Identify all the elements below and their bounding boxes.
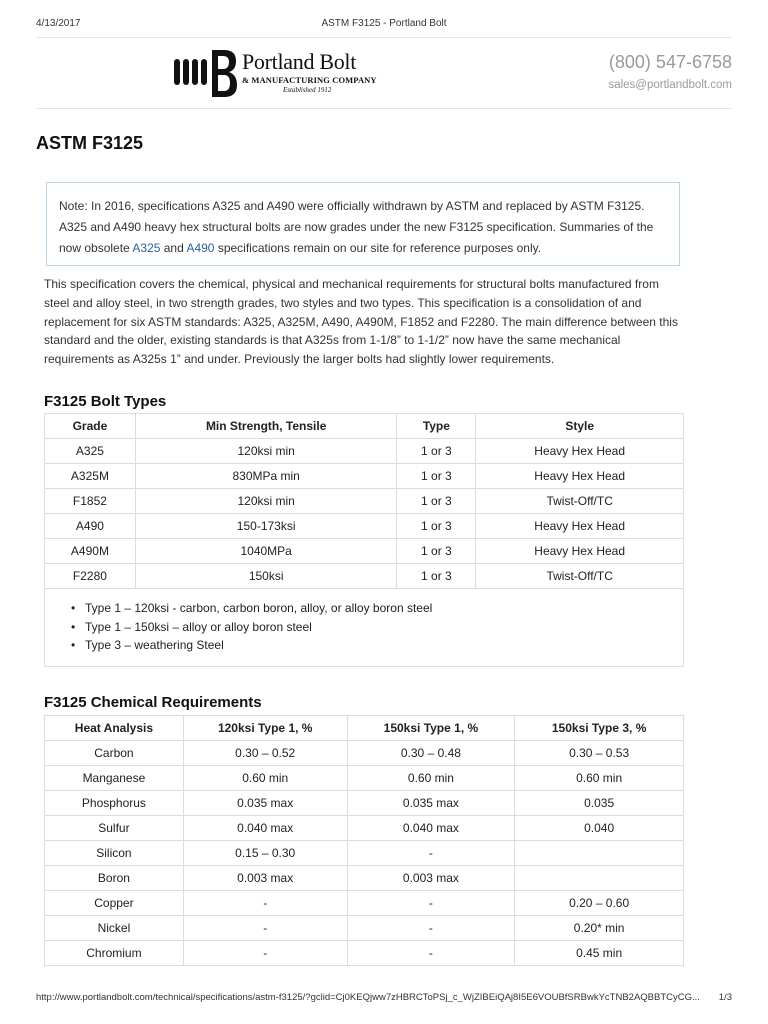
withdrawal-note (46, 182, 680, 266)
table-row (45, 891, 684, 916)
intro-paragraph: This specification covers the chemical, physical and mechanical requirements for structural bolts manufactured from steel and alloy steel, in two strength grades, two styles and two types. This specification is a consolidation of and replacement for six ASTM standards: A325, A325M, A490, A490M, F1852 and F2280. The main difference between this standard and the older, existing standards is that A325s from 1-1/8” to 1-1/2” now have the same mechanical requirements as A325s 1” and under. Previously the larger bolts had slightly lower requirements. (44, 277, 678, 367)
logo-subtitle: & MANUFACTURING COMPANY (242, 75, 377, 85)
table-cell: - (347, 841, 515, 866)
table-cell: 120ksi min (135, 489, 397, 514)
note-text-2: specifications remain on our site for reference purposes only. (214, 241, 542, 255)
table-cell: Phosphorus (45, 791, 184, 816)
table-cell: 0.003 max (347, 866, 515, 891)
print-footer (36, 992, 732, 1006)
note-text-1: Note: In 2016, specifications A325 and A490 were officially withdrawn by ASTM and replaced by ASTM F3125. A325 and A490 heavy hex structural bolts are now grades under the new F3125 specification. Summaries of the now obsolete (59, 199, 654, 255)
chemical-table (44, 715, 684, 966)
table-cell: - (183, 891, 347, 916)
table-row (45, 564, 684, 589)
table-header-row (45, 414, 684, 439)
table-cell (515, 866, 684, 891)
bolt-types-heading: F3125 Bolt Types (44, 393, 167, 410)
table-cell: Boron (45, 866, 184, 891)
table-cell: 1 or 3 (397, 489, 476, 514)
table-cell: 0.60 min (183, 766, 347, 791)
table-row (45, 539, 684, 564)
table-cell (515, 841, 684, 866)
column-header: Heat Analysis (45, 716, 184, 741)
table-cell: 1040MPa (135, 539, 397, 564)
table-cell: Heavy Hex Head (476, 514, 684, 539)
table-cell: - (347, 916, 515, 941)
table-cell: 0.60 min (515, 766, 684, 791)
table-cell: - (183, 916, 347, 941)
table-cell: 1 or 3 (397, 539, 476, 564)
table-cell: A325M (45, 464, 136, 489)
page-title: ASTM F3125 (36, 133, 144, 153)
type-notes-cell (45, 589, 684, 667)
column-header: 150ksi Type 3, % (515, 716, 684, 741)
table-cell: Chromium (45, 941, 184, 966)
table-row (45, 791, 684, 816)
table-cell: Sulfur (45, 816, 184, 841)
table-cell: 0.60 min (347, 766, 515, 791)
a490-link[interactable]: A490 (186, 241, 215, 255)
table-cell: 0.30 – 0.48 (347, 741, 515, 766)
table-cell: 0.30 – 0.53 (515, 741, 684, 766)
table-cell: 830MPa min (135, 464, 397, 489)
table-cell: Heavy Hex Head (476, 539, 684, 564)
table-cell: 1 or 3 (397, 439, 476, 464)
table-notes-row (45, 589, 684, 667)
column-header: Type (397, 414, 476, 439)
logo-name: Portland Bolt (242, 49, 357, 74)
table-cell: 0.003 max (183, 866, 347, 891)
table-cell: 0.20 – 0.60 (515, 891, 684, 916)
table-cell: 0.040 max (347, 816, 515, 841)
print-date: 4/13/2017 (36, 18, 81, 29)
table-cell: Carbon (45, 741, 184, 766)
table-header-row (45, 716, 684, 741)
table-cell: A325 (45, 439, 136, 464)
type-notes-list (71, 599, 683, 655)
table-cell: 1 or 3 (397, 514, 476, 539)
table-cell: 0.035 (515, 791, 684, 816)
list-item: • Type 1 – 120ksi - carbon, carbon boron, alloy, or alloy boron steel (71, 599, 683, 618)
column-header: Style (476, 414, 684, 439)
table-row (45, 866, 684, 891)
note-text-and: and (160, 241, 187, 255)
table-row (45, 741, 684, 766)
table-row (45, 439, 684, 464)
column-header: 120ksi Type 1, % (183, 716, 347, 741)
bolt-types-table (44, 413, 684, 667)
table-cell: 150ksi (135, 564, 397, 589)
page-url: http://www.portlandbolt.com/technical/specifications/astm-f3125/?gclid=Cj0KEQjww7zHBRCToPSj_c_WjZIBEiQAj8I5E6VOUBfSRBwkYcTNB2AQBBTCyCG... (36, 992, 700, 1003)
table-cell: Heavy Hex Head (476, 464, 684, 489)
list-item: • Type 1 – 150ksi – alloy or alloy boron steel (71, 618, 683, 637)
table-cell: 0.040 (515, 816, 684, 841)
table-cell: Nickel (45, 916, 184, 941)
column-header: 150ksi Type 1, % (347, 716, 515, 741)
table-cell: Copper (45, 891, 184, 916)
email-link[interactable]: sales@portlandbolt.com (608, 79, 732, 91)
table-cell: 1 or 3 (397, 564, 476, 589)
table-row (45, 841, 684, 866)
table-cell: 1 or 3 (397, 464, 476, 489)
table-cell: - (347, 941, 515, 966)
table-cell: 0.035 max (347, 791, 515, 816)
table-row (45, 464, 684, 489)
table-cell: 120ksi min (135, 439, 397, 464)
table-cell: F2280 (45, 564, 136, 589)
chemical-heading: F3125 Chemical Requirements (44, 694, 262, 711)
table-cell: 0.035 max (183, 791, 347, 816)
contact-info (608, 52, 732, 91)
column-header: Grade (45, 414, 136, 439)
table-cell: - (347, 891, 515, 916)
table-cell: 0.15 – 0.30 (183, 841, 347, 866)
table-row (45, 816, 684, 841)
table-cell: A490M (45, 539, 136, 564)
table-cell: Heavy Hex Head (476, 439, 684, 464)
table-cell: 0.45 min (515, 941, 684, 966)
table-cell: 0.040 max (183, 816, 347, 841)
table-cell: Twist-Off/TC (476, 564, 684, 589)
column-header: Min Strength, Tensile (135, 414, 397, 439)
portland-bolt-logo[interactable] (172, 47, 382, 99)
print-header (36, 18, 732, 32)
table-cell: Twist-Off/TC (476, 489, 684, 514)
list-item: • Type 3 – weathering Steel (71, 636, 683, 655)
table-cell: A490 (45, 514, 136, 539)
table-row (45, 489, 684, 514)
bolt-logo-icon (172, 47, 238, 99)
table-cell: - (183, 941, 347, 966)
a325-link[interactable]: A325 (132, 241, 161, 255)
table-row (45, 514, 684, 539)
table-row (45, 766, 684, 791)
table-cell: F1852 (45, 489, 136, 514)
table-cell: Manganese (45, 766, 184, 791)
logo-established: Established 1912 (283, 86, 332, 94)
table-cell: 0.30 – 0.52 (183, 741, 347, 766)
table-cell: Silicon (45, 841, 184, 866)
page-number: 1/3 (718, 992, 732, 1003)
print-title: ASTM F3125 - Portland Bolt (321, 18, 447, 29)
site-header (36, 37, 732, 109)
table-row (45, 916, 684, 941)
table-cell: 0.20* min (515, 916, 684, 941)
table-cell: 150-173ksi (135, 514, 397, 539)
phone-link[interactable]: (800) 547-6758 (608, 52, 732, 72)
table-row (45, 941, 684, 966)
